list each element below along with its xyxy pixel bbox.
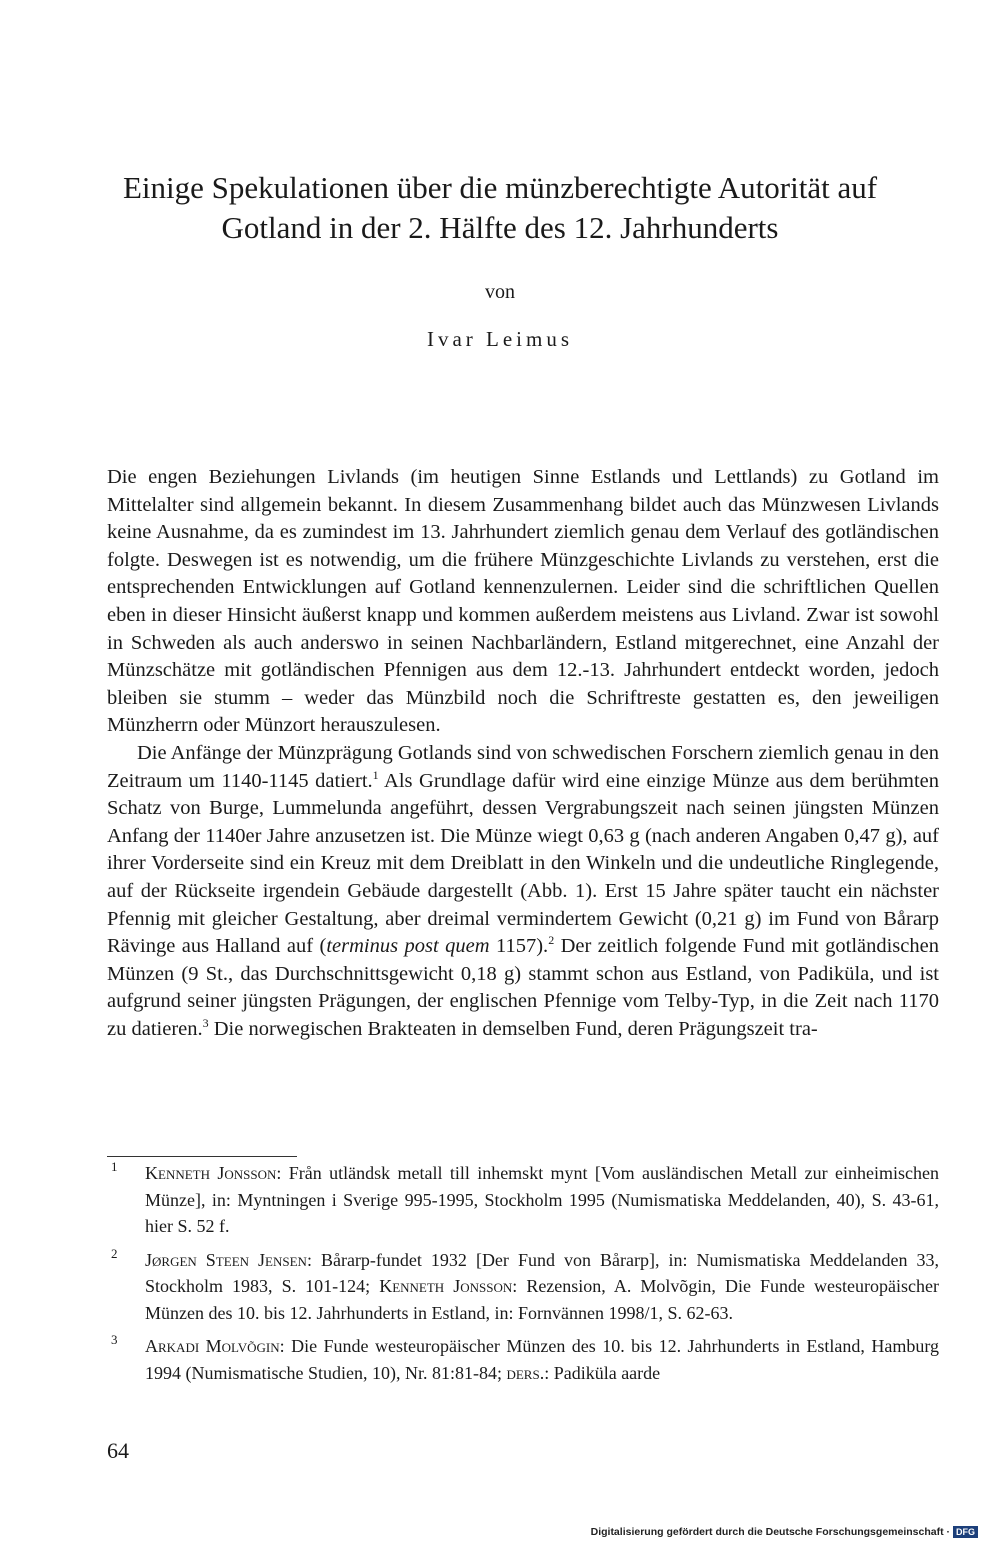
paragraph-2-text: Als Grundlage dafür wird eine einzige Münze aus dem berühmten Schatz von Burge, Lummelunda angeführt, dessen Vergrabungszeit nach seinen jüngsten Münzen Anfang der 1140er Jahre anzusetzen ist. Die Münze wiegt 0,63 g (nach anderen Angaben 0,47 g), auf ihrer Vorderseite sind ein Kreuz mit dem Dreiblatt in den Winkeln und die undeutliche Ringlegende, auf der Rückseite irgendein Gebäude dargestellt (Abb. 1). Erst 15 Jahre später taucht ein nächster Pfennig mit gleicher Gestaltung, aber dreimal vermindertem Gewicht (0,21 g) im Fund von Bårarp Rävinge aus Halland auf ( <box>107 769 939 958</box>
footer-text: Digitalisierung gefördert durch die Deutsche Forschungsgemeinschaft · <box>590 1526 950 1538</box>
footnote-text: : Die Funde westeuropäischer Münzen des 10. bis 12. Jahrhunderts in Estland, Hamburg 1994 (Numismatische Studien, 10), Nr. 81:81-84; <box>145 1336 940 1383</box>
footnote-author: Kenneth Jonsson <box>145 1163 277 1183</box>
byline-von: von <box>485 281 515 303</box>
footnote-ref-2[interactable]: 2 <box>548 933 555 948</box>
page-number: 64 <box>107 1438 129 1463</box>
footnotes <box>107 1160 939 1393</box>
footnote-text: : Bårarp-fundet 1932 [Der Fund von Bårarp], in: Numismatiska Meddelanden 33, Stockholm 1983, S. 101-124; <box>145 1249 939 1296</box>
paragraph-2-text: 1157). <box>489 935 549 958</box>
footnote-2 <box>107 1247 939 1327</box>
italic-phrase: terminus post quem <box>326 935 490 958</box>
footnote-3 <box>107 1333 939 1386</box>
author-name: Ivar Leimus <box>426 327 574 351</box>
article-title: Einige Spekulationen über die münzberechtigte Autorität auf Gotland in der 2. Hälfte des 12. Jahrhunderts <box>122 170 878 245</box>
footnote-ref-3[interactable]: 3 <box>202 1016 209 1031</box>
footnote-ref-1[interactable]: 1 <box>372 767 379 782</box>
footnote-text: : Padiküla aarde <box>544 1362 661 1383</box>
paragraph-2 <box>107 740 939 1044</box>
footnote-number: 3 <box>111 1332 118 1347</box>
footnote-1 <box>107 1160 939 1240</box>
footnote-author: Jørgen Steen Jensen <box>145 1249 307 1270</box>
footnote-author: Arkadi Molvõgin <box>145 1336 280 1356</box>
paragraph-1: Die engen Beziehungen Livlands (im heutigen Sinne Estlands und Lettlands) zu Gotland im Mittelalter sind allgemein bekannt. In diesem Zusammenhang bildet auch das Münzwesen Livlands keine Ausnahme, da es zumindest im 13. Jahrhundert ziemlich genau dem Verlauf des gotländischen folgte. Deswegen ist es notwendig, um die frühere Münzgeschichte Livlands zu verstehen, erst die entsprechenden Entwicklungen auf Gotland kennenzulernen. Leider sind die schriftlichen Quellen eben in dieser Hinsicht äußerst knapp und kommen außerdem meistens aus Livland. Zwar ist sowohl in Schweden als auch anderswo in seinen Nachbarländern, Estland mitgerechnet, eine Anzahl der Münzschätze mit gotländischen Pfennigen aus dem 12.-13. Jahrhundert entdeckt worden, jedoch bleiben sie stumm – weder das Münzbild noch die Schriftreste gestatten es, den jeweiligen Münzherrn oder Münzort herauszulesen. <box>107 466 939 737</box>
paragraph-2-text: Die Anfänge der Münzprägung Gotlands sind von schwedischen Forschern ziemlich genau in den Zeitraum um 1140-1145 datiert. <box>107 741 939 792</box>
paragraph-2-text: Die norwegischen Brakteaten in demselben Fund, deren Prägungszeit tra- <box>208 1017 818 1040</box>
footnote-number: 2 <box>111 1245 118 1261</box>
body-text <box>107 464 939 1043</box>
dfg-logo-icon: DFG <box>953 1526 978 1538</box>
footnote-number: 1 <box>111 1159 118 1174</box>
footnote-divider <box>107 1156 297 1157</box>
footnote-text: : Rezension, A. Molvõgin, Die Funde westeuropäischer Münzen des 10. bis 12. Jahrhunderts in Estland, in: Fornvännen 1998/1, S. 62-63. <box>145 1276 939 1323</box>
digitization-footer <box>591 1526 978 1538</box>
footnote-author: Kenneth Jonsson <box>379 1276 513 1296</box>
footnote-author: ders. <box>506 1362 545 1383</box>
paragraph-2-text: Der zeitlich folgende Fund mit gotländischen Münzen (9 St., das Durchschnittsgewicht 0,18 g) stammt schon aus Estland, von Padiküla, und ist aufgrund seiner jüngsten Prägungen, der englischen Pfennige vom Telby-Typ, in die Zeit nach 1170 zu datieren. <box>107 935 939 1040</box>
footnote-text: : Från utländsk metall till inhemskt mynt [Vom ausländischen Metall zur einheimischen Münze], in: Myntningen i Sverige 995-1995, Stockholm 1995 (Numismatiska Meddelanden, 40), S. 43-61, hier S. 52 f. <box>145 1163 939 1236</box>
